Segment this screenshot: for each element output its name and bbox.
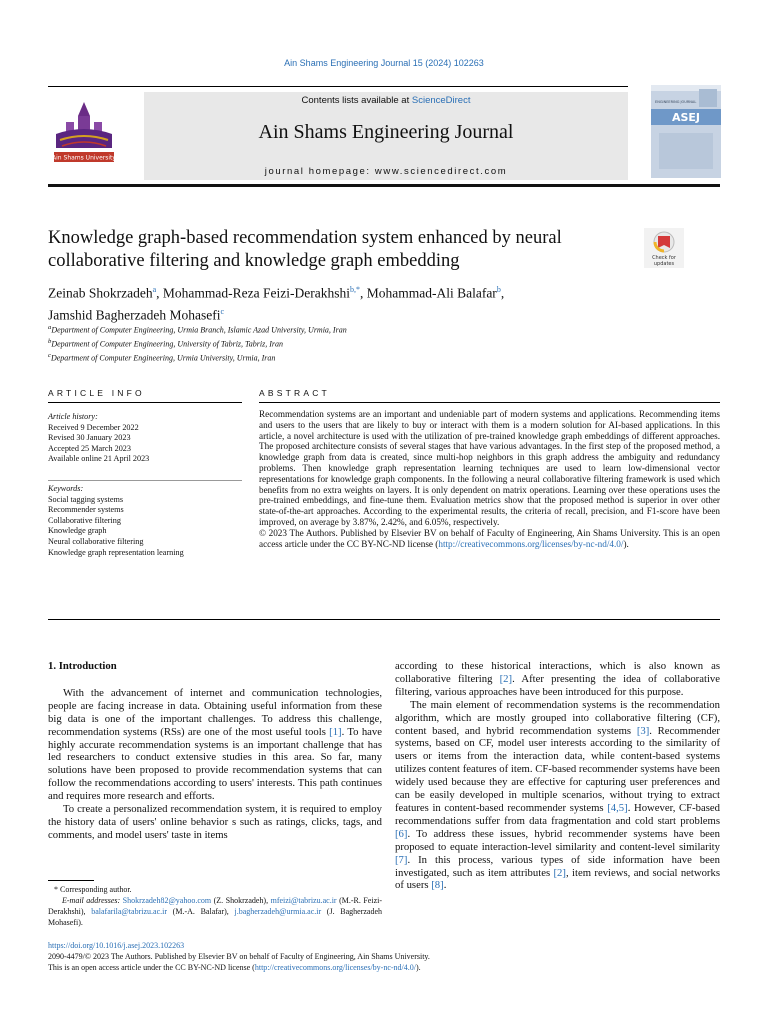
cover-label: ENGINEERING JOURNAL (655, 100, 697, 104)
affil-sup: b (48, 338, 52, 346)
journal-homepage (144, 166, 628, 177)
journal-cover (651, 85, 721, 178)
abstract-copyright (259, 528, 720, 550)
text: The main element of recommendation systems is the recommendation algorithm, which are mostly grouped into collaborative filtering (CF), content based, and hybrid recommendation systems (395, 698, 720, 737)
text: . To have highly accurate recommendation systems is an important challenge that has led researchers to conduct extensive studies in this area. So far, many solutions have been proposed to provide recommendation systems that can follow the recommendations according to users' interests. This path continues and requires more research and efforts. (48, 725, 383, 803)
citation-link[interactable]: [2] (499, 672, 513, 685)
affiliation (48, 350, 648, 364)
keyword: Collaborative filtering (48, 515, 121, 525)
body-column-left (48, 660, 382, 842)
footnotes (48, 884, 382, 928)
license-link[interactable]: http://creativecommons.org/licenses/by-nc-nd/4.0/ (438, 538, 624, 549)
corresponding-note: * Corresponding author. (54, 885, 132, 894)
section-title: 1. Introduction (48, 660, 117, 672)
copyright-text: © 2023 The Authors. Published by Elsevier BV on behalf of Faculty of Engineering, Ain Shams University. This is an open access article under the CC BY-NC-ND license ( (259, 527, 720, 549)
text: . In this process, various types of side information have been investigated, such as item attributes (395, 853, 720, 879)
keyword: Knowledge graph (48, 526, 107, 536)
footer-copyright: 2090-4479/© 2023 The Authors. Published by Elsevier BV on behalf of Faculty of Engineering, Ain Shams University. (48, 951, 430, 961)
citation-link[interactable]: [2] (553, 866, 566, 879)
cover-acronym: ASEJ (671, 111, 701, 124)
journal-title: Ain Shams Engineering Journal (258, 121, 514, 143)
email-owner: (M.-R. Feizi-Derakhshi), (48, 896, 383, 916)
affil-text: Department of Computer Engineering, Urmia University, Urmia, Iran (50, 353, 276, 363)
text: . To address these issues, hybrid recommender systems have been proposed to equate interaction-level similarity and content-level similarity (395, 827, 720, 853)
abstract-rule (259, 402, 720, 403)
footer-license (48, 963, 720, 974)
affil-sup: a (48, 324, 52, 331)
license-suffix: ). (416, 962, 421, 972)
email-note (48, 895, 382, 928)
article-info-rule (48, 402, 242, 403)
crossmark-text-1: Check for (652, 255, 676, 261)
text: . (443, 879, 447, 892)
footer-license-link[interactable]: http://creativecommons.org/licenses/by-nc-nd/4.0/ (254, 962, 416, 972)
citation-link[interactable]: [6] (395, 827, 408, 840)
abstract-bottom-rule (48, 619, 720, 620)
affil-sup: c (48, 352, 51, 360)
check-for-updates-icon[interactable] (644, 228, 684, 268)
history-item: Received 9 December 2022 (48, 422, 139, 432)
text: according to these historical interactions, which is also known as collaborative filtering (395, 660, 720, 685)
citation-link[interactable]: [3] (636, 724, 650, 737)
author-name: Jamshid Bagherzadeh Mohasefi (48, 307, 221, 322)
paragraph (395, 699, 720, 893)
author-name: Zeinab Shokrzadeh (48, 285, 153, 301)
keyword: Neural collaborative filtering (48, 536, 144, 546)
author-list: Zeinab Shokrzadeh$^a$, Mohammad-Reza Feizi-Derakhshi$^{b,*}$, Mohammad-Ali Balafar$^b$, Jamshid Bagherzadeh Mohasefi$^c$ (48, 285, 505, 322)
affiliations (48, 322, 648, 364)
text: . Recommender systems, based on CF, model user interests according to the similarity of users or items from the interaction data, while content-based systems utilizes content features of item. CF-based recommender systems have been widely used because they are effective for capturing user preferences and can be easily developed in multiple scenarios, without trying to extract features in content-based recommender systems (395, 724, 720, 814)
text: With the advancement of internet and communication technologies, people are facing increase in data. Obtaining useful information from these big data is one of the important challenges. To address this challenge, recommendation systems (RSs) are one of the most useful tools (48, 686, 382, 738)
affiliation (48, 322, 648, 336)
email-link[interactable]: balafarila@tabrizu.ac.ir (91, 907, 167, 916)
sciencedirect-link[interactable]: ScienceDirect (411, 95, 471, 106)
affiliation (48, 336, 648, 350)
corresponding-text: Corresponding author. (60, 885, 132, 894)
abstract-text (259, 409, 720, 549)
keywords-divider (48, 480, 242, 481)
email-owner: (Z. Shokrzadeh), (211, 896, 271, 905)
keywords-label: Keywords: (48, 484, 84, 493)
keyword: Social tagging systems (48, 494, 124, 504)
keywords (48, 484, 242, 558)
footnote-rule (48, 880, 94, 881)
history-label: Article history: (48, 412, 98, 421)
history-item: Available online 21 April 2023 (48, 454, 150, 464)
citation-link[interactable]: [1] (329, 725, 342, 738)
affil-text: Department of Computer Engineering, University of Tabriz, Tabriz, Iran (51, 339, 283, 349)
text: , item reviews, and social networks of users (395, 866, 720, 892)
author-sup[interactable]: a (152, 285, 157, 294)
paragraph (395, 660, 720, 699)
crossmark-text-2: updates (653, 261, 675, 267)
abstract-body: Recommendation systems are an important and undeniable part of modern systems and applications. Recommending items and users to the users that are likely to buy or interact with them is a modern solution for AI-based applications. In this article, a novel architecture is used with the utilization of pre-trained knowledge graph embeddings of different approaches. The proposed architecture consists of several stages that have various advantages. In the first step of the proposed method, a knowledge graph from data is created, since multi-hop neighbors in this graph address the ambiguity and redundancy problems. Then knowledge graph representation learning techniques are used to learn low-dimensional vector representations for knowledge graph components. In the following a neural collaborative filtering framework is used which benefits from no extra weights on layers. It is only dependent on matrix operations. Learning over these operations uses the pre-trained embeddings, and fine-tune them. Evaluation metrics show that the proposed method is superior in over other state-of-the-art approaches. According to the experimental results, the criteria of recall, precision, and F1-score have been improved, on average by 3.87%, 2.42%, and 6.05%, respectively. (259, 409, 720, 527)
body-column-right (395, 660, 720, 892)
article-history (48, 412, 242, 465)
header-rule (48, 184, 720, 187)
author-sup[interactable]: b,* (349, 285, 360, 294)
paragraph (48, 687, 382, 803)
author-name: Mohammad-Reza Feizi-Derakhshi (162, 285, 350, 301)
text: . However, CF-based recommendations suffer from data fragmentation and cold start problems (395, 801, 720, 827)
keyword: Knowledge graph representation learning (48, 547, 184, 557)
history-item: Accepted 25 March 2023 (48, 443, 131, 453)
email-link[interactable]: mfeizi@tabrizu.ac.ir (270, 896, 337, 905)
citation-link[interactable]: [4,5] (607, 801, 628, 814)
email-link[interactable]: j.bagherzadeh@urmia.ac.ir (234, 907, 322, 916)
top-rule (48, 86, 628, 87)
email-owner: (M.-A. Balafar), (167, 907, 235, 916)
homepage-prefix: journal homepage: (264, 166, 375, 177)
copyright-end: ). (623, 538, 629, 549)
citation-link[interactable]: [8] (431, 879, 444, 892)
email-owner: (J. Bagherzadeh Mohasefi). (48, 907, 383, 927)
contents-prefix: Contents lists available at (301, 95, 412, 106)
history-item: Revised 30 January 2023 (48, 433, 131, 443)
logo-text: Ain Shams University (52, 154, 116, 162)
abstract-heading: ABSTRACT (259, 388, 330, 398)
paper-title: Knowledge graph-based recommendation system enhanced by neural collaborative filtering and knowledge graph embedding (48, 228, 562, 271)
university-logo (48, 96, 120, 172)
journal-reference[interactable]: Ain Shams Engineering Journal 15 (2024) 102263 (284, 58, 484, 68)
keyword: Recommender systems (48, 505, 124, 515)
page-footer (48, 941, 720, 973)
contents-line (144, 95, 628, 106)
text: . After presenting the idea of collaborative filtering, various approaches have been introduced for this purpose. (395, 672, 720, 698)
citation-link[interactable]: [7] (395, 853, 408, 866)
email-link[interactable]: Shokrzadeh82@yahoo.com (122, 896, 212, 905)
affil-text: Department of Computer Engineering, Urmia Branch, Islamic Azad University, Urmia, Iran (51, 325, 347, 335)
author-sup[interactable]: b (496, 285, 501, 294)
license-prefix: This is an open access article under the CC BY-NC-ND license ( (48, 962, 255, 972)
article-info-heading: ARTICLE INFO (48, 388, 145, 398)
paragraph: To create a personalized recommendation system, it is required to employ the history data of users' online behavior s such as ratings, clicks, tags, and comments, and model users' taste in items (48, 803, 382, 841)
author-sup[interactable]: c (220, 306, 225, 316)
doi-link[interactable]: https://doi.org/10.1016/j.asej.2023.102263 (48, 941, 185, 950)
email-label: E-mail addresses: (62, 896, 123, 905)
author-name: Mohammad-Ali Balafar (366, 285, 497, 301)
homepage-url[interactable]: www.sciencedirect.com (374, 166, 508, 177)
